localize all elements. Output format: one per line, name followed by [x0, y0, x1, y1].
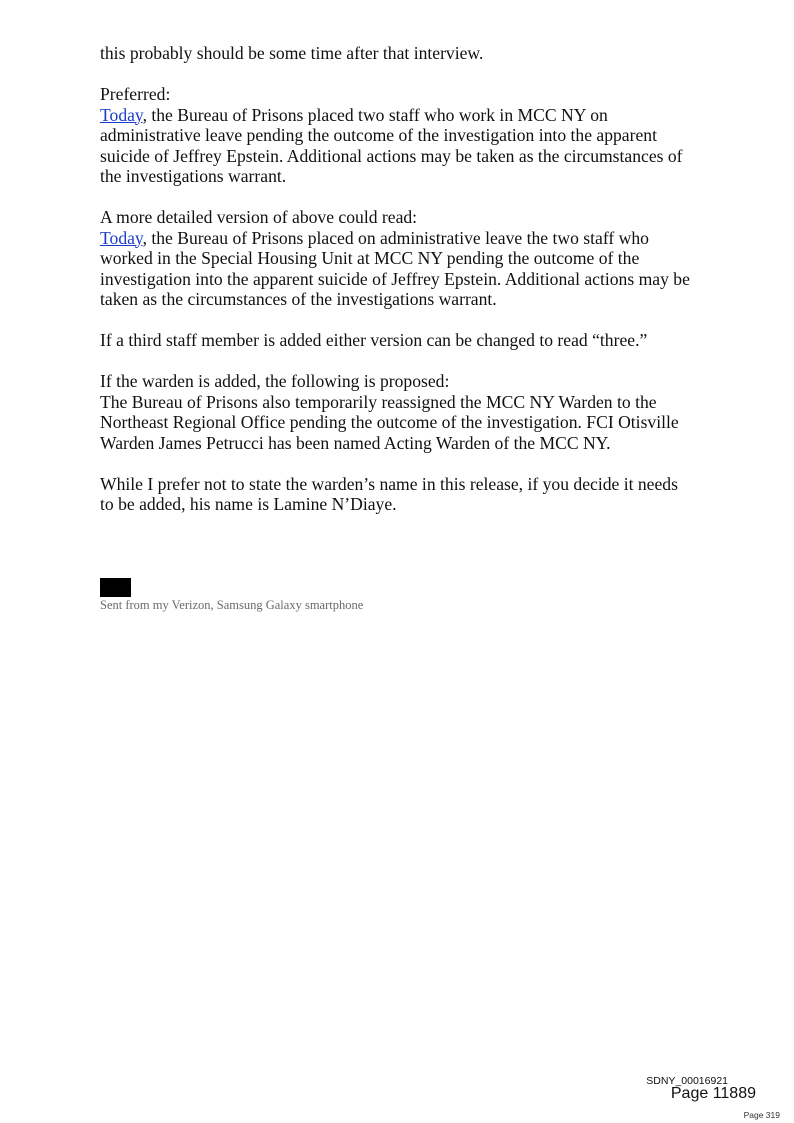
today-link[interactable]: Today	[100, 104, 143, 125]
email-signature: Sent from my Verizon, Samsung Galaxy smartphone	[100, 598, 364, 612]
preferred-line-4: the investigations warrant.	[100, 166, 287, 186]
page-number: Page 11889	[670, 1085, 756, 1102]
detailed-line-4: taken as the circumstances of the investigations warrant.	[100, 289, 497, 309]
detailed-line-1	[100, 228, 720, 249]
today-link[interactable]: Today	[100, 227, 143, 248]
closing-line-2: to be added, his name is Lamine N’Diaye.	[100, 494, 397, 514]
preferred-line-1	[100, 105, 720, 126]
page-number-small: Page 319	[743, 1110, 780, 1120]
detailed-paragraph	[100, 207, 720, 310]
third-staff-paragraph	[100, 330, 720, 351]
warden-heading: If the warden is added, the following is proposed:	[100, 371, 450, 391]
detailed-heading: A more detailed version of above could read:	[100, 207, 418, 227]
detailed-line-1-text: , the Bureau of Prisons placed on administrative leave the two staff who	[142, 227, 649, 248]
preferred-line-3: suicide of Jeffrey Epstein. Additional actions may be taken as the circumstances of	[100, 145, 683, 166]
redaction-box	[100, 578, 131, 597]
closing-line-1: While I prefer not to state the warden’s name in this release, if you decide it needs	[100, 473, 678, 494]
bates-number: SDNY_00016921	[646, 1075, 728, 1087]
third-staff-line: If a third staff member is added either version can be changed to read “three.”	[100, 330, 648, 350]
email-body	[100, 0, 720, 535]
opening-paragraph	[100, 0, 720, 64]
preferred-paragraph	[100, 84, 720, 187]
preferred-line-2: administrative leave pending the outcome of the investigation into the apparent	[100, 125, 657, 145]
detailed-line-3: investigation into the apparent suicide of Jeffrey Epstein. Additional actions may be	[100, 268, 690, 289]
warden-line-2: Northeast Regional Office pending the outcome of the investigation. FCI Otisville	[100, 412, 679, 432]
closing-paragraph	[100, 474, 720, 515]
opening-line: this probably should be some time after that interview.	[100, 43, 484, 63]
warden-line-3: Warden James Petrucci has been named Acting Warden of the MCC NY.	[100, 432, 611, 453]
preferred-line-1-text: , the Bureau of Prisons placed two staff who work in MCC NY on	[142, 104, 608, 125]
preferred-heading: Preferred:	[100, 84, 171, 104]
warden-paragraph	[100, 371, 720, 453]
warden-line-1: The Bureau of Prisons also temporarily reassigned the MCC NY Warden to the	[100, 391, 657, 412]
detailed-line-2: worked in the Special Housing Unit at MCC NY pending the outcome of the	[100, 248, 640, 268]
